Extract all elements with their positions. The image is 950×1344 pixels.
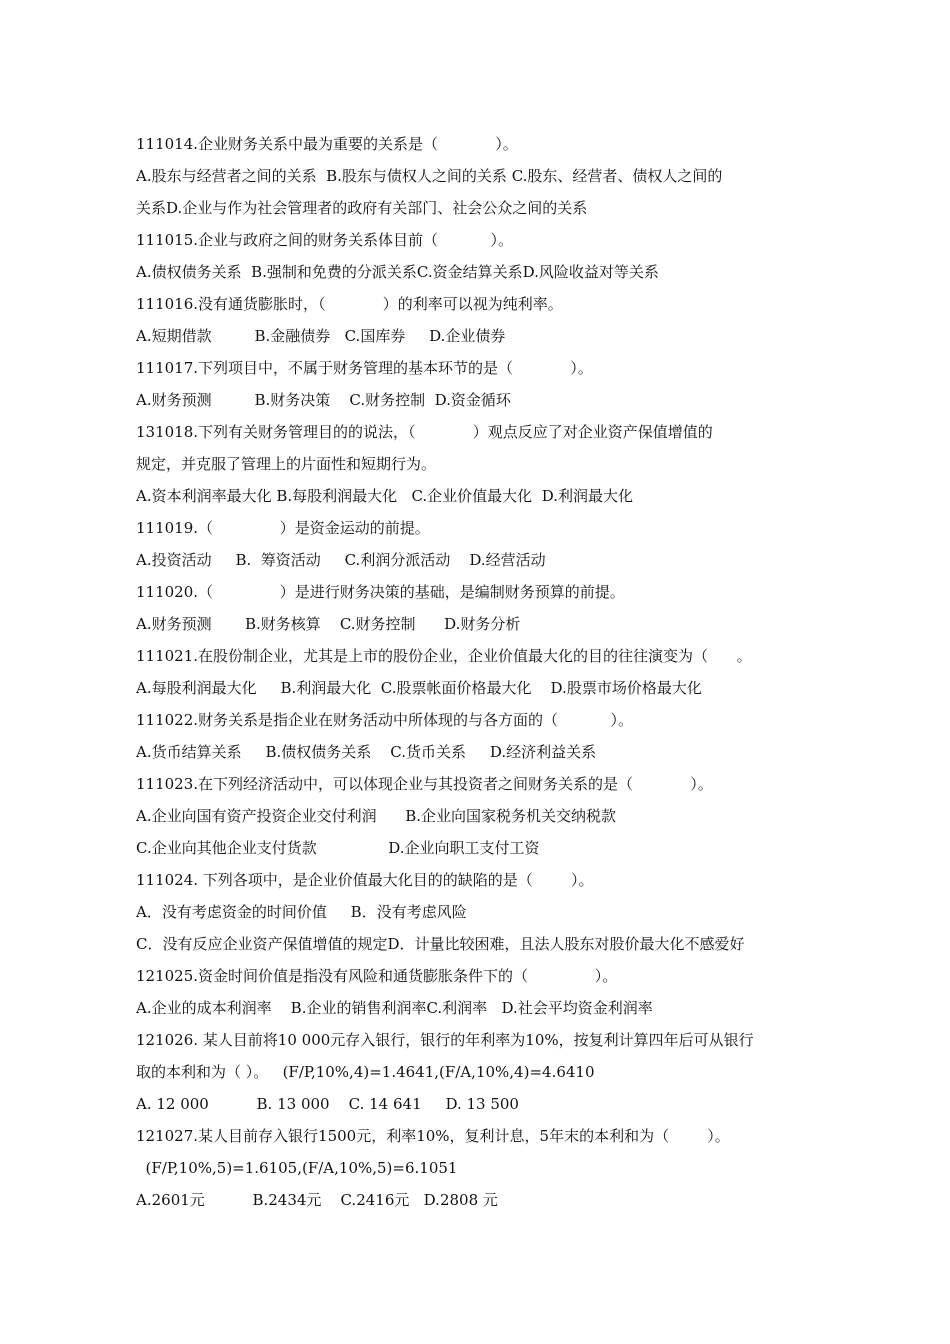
question-item xyxy=(136,224,826,288)
answer-options-line: A.投资活动 B. 筹资活动 C.利润分派活动 D.经营活动 xyxy=(136,551,546,569)
question-stem-line: 111019.（ ）是资金运动的前提。 xyxy=(136,519,430,537)
answer-options-line: A.财务预测 B.财务决策 C.财务控制 D.资金循环 xyxy=(136,391,511,409)
question-stem-line: 121025.资金时间价值是指没有风险和通货膨胀条件下的（ ）。 xyxy=(136,967,618,985)
question-item xyxy=(136,288,826,352)
question-stem-line: 121026. 某人目前将10 000元存入银行，银行的年利率为10%，按复利计算四年后可从银行 xyxy=(136,1031,754,1049)
question-stem-line: 111021.在股份制企业，尤其是上市的股份企业，企业价值最大化的目的往往演变为（ 。 xyxy=(136,647,752,665)
question-stem-line: 取的本利和为（ ）。 (F/P,10%,4)=1.4641,(F/A,10%,4)=4.6410 xyxy=(136,1063,595,1081)
question-item xyxy=(136,576,826,640)
question-item xyxy=(136,416,826,512)
question-list xyxy=(136,128,826,1216)
answer-options-line: A.短期借款 B.金融债券 C.国库券 D.企业债券 xyxy=(136,327,506,345)
answer-options-line: A.企业的成本利润率 B.企业的销售利润率C.利润率 D.社会平均资金利润率 xyxy=(136,999,653,1017)
question-stem-line: 111015.企业与政府之间的财务关系体目前（ ）。 xyxy=(136,231,513,249)
question-item xyxy=(136,864,826,960)
question-item xyxy=(136,512,826,576)
answer-options-line: A.财务预测 B.财务核算 C.财务控制 D.财务分析 xyxy=(136,615,521,633)
question-stem-line: 111014.企业财务关系中最为重要的关系是（ ）。 xyxy=(136,135,518,153)
question-item xyxy=(136,960,826,1024)
question-stem-line: 111020.（ ）是进行财务决策的基础，是编制财务预算的前提。 xyxy=(136,583,625,601)
question-stem-line: 111017.下列项目中，不属于财务管理的基本环节的是（ ）。 xyxy=(136,359,593,377)
question-stem-line: 111016.没有通货膨胀时，（ ）的利率可以视为纯利率。 xyxy=(136,295,563,313)
question-item xyxy=(136,640,826,704)
question-stem-line: 111023.在下列经济活动中，可以体现企业与其投资者之间财务关系的是（ ）。 xyxy=(136,775,713,793)
answer-options-line: A．没有考虑资金的时间价值 B．没有考虑风险 xyxy=(136,903,467,921)
answer-options-line: A.股东与经营者之间的关系 B.股东与债权人之间的关系 C.股东、经营者、债权人之间的 xyxy=(136,167,723,185)
answer-options-line: A.资本利润率最大化 B.每股利润最大化 C.企业价值最大化 D.利润最大化 xyxy=(136,487,633,505)
question-stem-line: 111022.财务关系是指企业在财务活动中所体现的与各方面的（ ）。 xyxy=(136,711,633,729)
answer-options-line: C．没有反应企业资产保值增值的规定D．计量比较困难，且法人股东对股价最大化不感爱好 xyxy=(136,935,745,953)
question-stem-line: 规定，并克服了管理上的片面性和短期行为。 xyxy=(136,455,437,473)
answer-options-line: A.每股利润最大化 B.利润最大化 C.股票帐面价格最大化 D.股票市场价格最大化 xyxy=(136,679,702,697)
answer-options-line: A.货币结算关系 B.债权债务关系 C.货币关系 D.经济利益关系 xyxy=(136,743,597,761)
answer-options-line: A. 12 000 B. 13 000 C. 14 641 D. 13 500 xyxy=(136,1095,519,1113)
question-item xyxy=(136,352,826,416)
question-stem-line: 121027.某人目前存入银行1500元，利率10%，复利计息，5年末的本利和为（ ）。 xyxy=(136,1127,730,1145)
question-stem-line: 131018.下列有关财务管理目的的说法，（ ）观点反应了对企业资产保值增值的 xyxy=(136,423,713,441)
answer-options-line: C.企业向其他企业支付货款 D.企业向职工支付工资 xyxy=(136,839,540,857)
answer-options-line: A.债权债务关系 B.强制和免费的分派关系C.资金结算关系D.风险收益对等关系 xyxy=(136,263,659,281)
question-item xyxy=(136,128,826,224)
question-item xyxy=(136,1120,826,1216)
question-stem-line: (F/P,10%,5)=1.6105,(F/A,10%,5)=6.1051 xyxy=(136,1159,458,1177)
question-stem-line: 111024. 下列各项中，是企业价值最大化目的的缺陷的是（ ）。 xyxy=(136,871,594,889)
question-item xyxy=(136,768,826,864)
answer-options-line: A.企业向国有资产投资企业交付利润 B.企业向国家税务机关交纳税款 xyxy=(136,807,617,825)
answer-options-line: 关系D.企业与作为社会管理者的政府有关部门、社会公众之间的关系 xyxy=(136,199,588,217)
answer-options-line: A.2601元 B.2434元 C.2416元 D.2808 元 xyxy=(136,1191,498,1209)
question-item xyxy=(136,704,826,768)
question-item xyxy=(136,1024,826,1120)
